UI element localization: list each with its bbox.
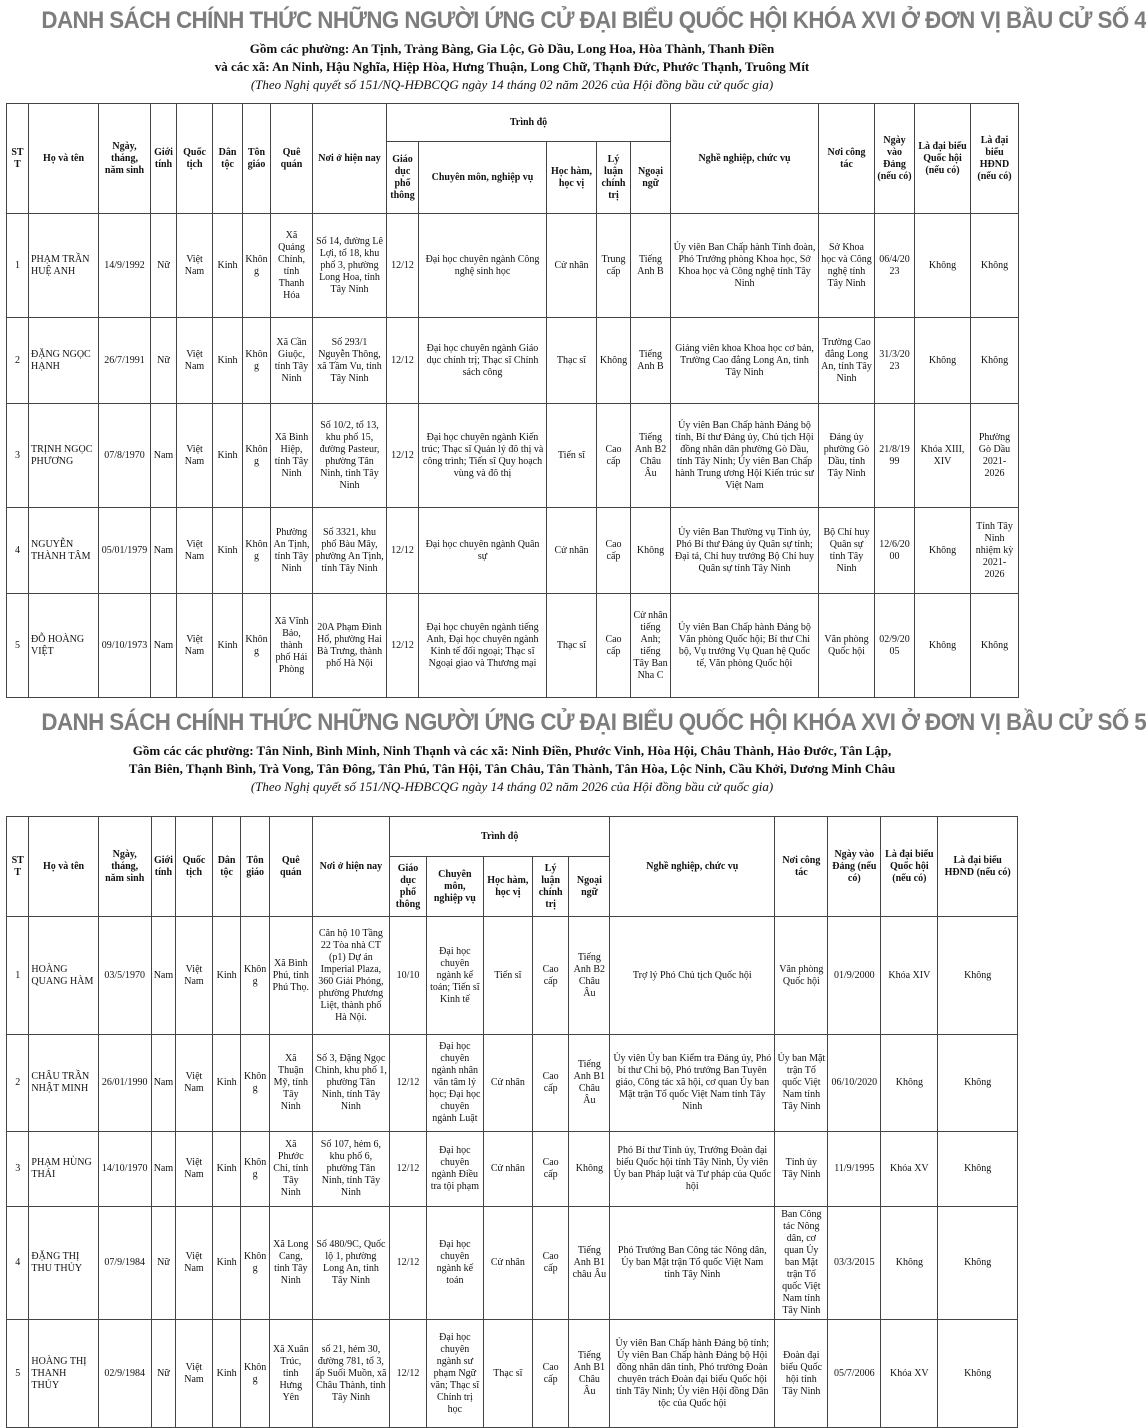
candidate-table-2 [6, 816, 1018, 1428]
table-cell: Phường An Tịnh, tỉnh Tây Ninh [271, 508, 313, 594]
table-cell: 11/9/1995 [828, 1132, 881, 1207]
table-cell: Ủy viên Ủy ban Kiểm tra Đảng ủy, Phó bí thư Chi bộ, Phó trưởng Ban Tuyên giáo, Công tác xã hội, cơ quan Ủy ban Mặt trận Tổ quốc Việt Nam tỉnh Tây Ninh [610, 1035, 775, 1132]
table-cell: số 21, hẻm 30, đường 781, tổ 3, ấp Suối Muồn, xã Châu Thành, tỉnh Tây Ninh [312, 1320, 389, 1428]
table-cell: Đảng ủy phường Gò Dầu, tỉnh Tây Ninh [819, 404, 875, 508]
table-row [7, 1320, 1018, 1428]
table-cell: Cao cấp [597, 594, 631, 698]
table-cell: 4 [7, 1207, 29, 1320]
table-cell: Không [971, 594, 1019, 698]
col-education-group: Trình độ [387, 104, 671, 142]
table-cell: Số 10/2, tổ 13, khu phố 15, đường Pasteur, phường Tân Ninh, tỉnh Tây Ninh [313, 404, 387, 508]
table-cell: Tiếng Anh B [631, 214, 671, 318]
col-specialization: Chuyên môn, nghiệp vụ [426, 857, 483, 917]
table-cell: Ban Công tác Nông dân, cơ quan Ủy ban Mặt trận Tổ quốc Việt Nam tỉnh Tây Ninh [775, 1207, 828, 1320]
table-cell: Đại học chuyên ngành tiếng Anh, Đại học chuyên ngành Kinh tế đối ngoại; Thạc sĩ Ngoại giao và Thương mại [419, 594, 547, 698]
table-cell: Không [938, 1132, 1018, 1207]
table-row [7, 318, 1019, 404]
table-cell: Đại học chuyên ngành nhân văn tâm lý học; Đại học chuyên ngành Luật [426, 1035, 483, 1132]
table-cell: Ủy viên Ban Chấp hành Tỉnh đoàn, Phó Trưởng phòng Khoa học, Sở Khoa học và Công nghệ tỉnh Tây Ninh [671, 214, 819, 318]
table-cell: 12/12 [387, 508, 419, 594]
col-na-delegate: Là đại biểu Quốc hội (nếu có) [881, 817, 938, 917]
table-cell: 14/9/1992 [99, 214, 151, 318]
table-cell: Không [241, 1132, 270, 1207]
col-party-date: Ngày vào Đảng (nếu có) [875, 104, 915, 214]
table-cell: Cử nhân [483, 1035, 532, 1132]
table-cell: Đại học chuyên ngành sư phạm Ngữ văn; Thạc sĩ Chính trị học [426, 1320, 483, 1428]
table-cell: 09/10/1973 [99, 594, 151, 698]
section-2-note: (Theo Nghị quyết số 151/NQ-HĐBCQG ngày 14 tháng 02 năm 2026 của Hội đồng bầu cử quốc gia) [250, 779, 774, 794]
table-cell: Phường Gò Dầu 2021-2026 [971, 404, 1019, 508]
table-cell: 26/7/1991 [99, 318, 151, 404]
table-row [7, 404, 1019, 508]
table-cell: Ủy ban Mặt trận Tổ quốc Việt Nam tỉnh Tây Ninh [775, 1035, 828, 1132]
table-row [7, 917, 1018, 1035]
section-2-title: DANH SÁCH CHÍNH THỨC NHỮNG NGƯỜI ỨNG CỬ ĐẠI BIỂU QUỐC HỘI KHÓA XVI Ở ĐƠN VỊ BẦU CỬ SỐ 5 [41, 709, 1146, 736]
table-cell: ĐẶNG THỊ THU THỦY [29, 1207, 98, 1320]
col-academic-degree: Học hàm, học vị [483, 857, 532, 917]
table-cell: Việt Nam [177, 404, 213, 508]
table-cell: Văn phòng Quốc hội [819, 594, 875, 698]
col-occupation: Nghề nghiệp, chức vụ [610, 817, 775, 917]
table-row [7, 1132, 1018, 1207]
table-cell: Đại học chuyên ngành Kiến trúc; Thạc sĩ Quản lý đô thị và công trình; Tiến sĩ Quy hoạch vùng và đô thị [419, 404, 547, 508]
table-cell: 02/9/2005 [875, 594, 915, 698]
col-dob: Ngày, tháng, năm sinh [99, 104, 151, 214]
table-cell: HOÀNG QUANG HÀM [29, 917, 98, 1035]
table-cell: Không [241, 1035, 270, 1132]
table-cell: ĐẶNG NGỌC HẠNH [29, 318, 99, 404]
table-cell: Văn phòng Quốc hội [775, 917, 828, 1035]
table-cell: Tiếng Anh B1 Châu Âu [569, 1035, 610, 1132]
table-cell: Không [938, 917, 1018, 1035]
table-cell: Việt Nam [177, 318, 213, 404]
table-cell: Cao cấp [597, 508, 631, 594]
table-cell: Không [938, 1320, 1018, 1428]
table-cell: Nam [151, 1132, 175, 1207]
table-cell: 05/7/2006 [828, 1320, 881, 1428]
table-cell: Không [881, 1207, 938, 1320]
table-cell: Ủy viên Ban Chấp hành Đảng bộ Văn phòng Quốc hội; Bí thư Chi bộ, Vụ trưởng Vụ Quan hệ Quốc tế, Văn phòng Quốc hội [671, 594, 819, 698]
table-cell: Nữ [151, 1207, 175, 1320]
table-cell: Đại học chuyên ngành Công nghệ sinh học [419, 214, 547, 318]
table-cell: Nữ [151, 1320, 175, 1428]
table-cell: Cao cấp [532, 1207, 569, 1320]
table-cell: NGUYỄN THÀNH TÂM [29, 508, 99, 594]
table-cell: Nam [151, 404, 177, 508]
section-1-title: DANH SÁCH CHÍNH THỨC NHỮNG NGƯỜI ỨNG CỬ ĐẠI BIỂU QUỐC HỘI KHÓA XVI Ở ĐƠN VỊ BẦU CỬ SỐ 4 [41, 7, 1146, 34]
col-residence: Nơi ở hiện nay [313, 104, 387, 214]
table-cell: 05/01/1979 [99, 508, 151, 594]
col-workplace: Nơi công tác [775, 817, 828, 917]
table-cell: 14/10/1970 [98, 1132, 151, 1207]
table-cell: Sở Khoa học và Công nghệ tỉnh Tây Ninh [819, 214, 875, 318]
section-2-subtitle-1: Gồm các các phường: Tân Ninh, Bình Minh, Ninh Thạnh và các xã: Ninh Điền, Phước Vinh, Hòa Hội, Châu Thành, Hảo Đước, Tân Lập, [132, 743, 892, 758]
table-cell: Không [243, 404, 271, 508]
table-cell: Không [241, 1320, 270, 1428]
table-cell: Không [938, 1035, 1018, 1132]
col-gender: Giới tính [151, 104, 177, 214]
col-name: Họ và tên [29, 104, 99, 214]
table-cell: Trung cấp [597, 214, 631, 318]
table-cell: Không [971, 318, 1019, 404]
table-cell: Không [631, 508, 671, 594]
table-cell: Cử nhân [547, 508, 597, 594]
table-cell: 12/12 [390, 1132, 427, 1207]
table-cell: Tiếng Anh B2 Châu Âu [631, 404, 671, 508]
table-cell: Kinh [213, 508, 243, 594]
table-cell: Kinh [213, 594, 243, 698]
table-row [7, 594, 1019, 698]
table-cell: Không [241, 1207, 270, 1320]
col-religion: Tôn giáo [243, 104, 271, 214]
table-cell: 07/9/1984 [98, 1207, 151, 1320]
candidate-table-1 [6, 103, 1019, 698]
table-cell: Khóa XIV [881, 917, 938, 1035]
table-cell: 12/12 [390, 1320, 427, 1428]
table-cell: Số 107, hẻm 6, khu phố 6, phường Tân Ninh, tỉnh Tây Ninh [312, 1132, 389, 1207]
col-political-theory: Lý luận chính trị [532, 857, 569, 917]
table-cell: Số 293/1 Nguyễn Thông, xã Tầm Vu, tỉnh Tây Ninh [313, 318, 387, 404]
table-cell: 03/5/1970 [98, 917, 151, 1035]
table-cell: Không [569, 1132, 610, 1207]
table-cell: Không [915, 214, 971, 318]
table-cell: 12/12 [390, 1207, 427, 1320]
table-cell: Không [243, 214, 271, 318]
table-cell: HOÀNG THỊ THANH THỦY [29, 1320, 98, 1428]
table-cell: 10/10 [390, 917, 427, 1035]
table-row [7, 508, 1019, 594]
table-cell: Kinh [213, 404, 243, 508]
table-cell: Nam [151, 594, 177, 698]
table-cell: Xã Quảng Chính, tỉnh Thanh Hóa [271, 214, 313, 318]
table-cell: Xã Long Cang, tỉnh Tây Ninh [269, 1207, 312, 1320]
table-cell: Thạc sĩ [547, 318, 597, 404]
table-cell: 5 [7, 1320, 29, 1428]
table-cell: Không [971, 214, 1019, 318]
table-cell: Cao cấp [532, 1320, 569, 1428]
table-cell: Xã Thuận Mỹ, tỉnh Tây Ninh [269, 1035, 312, 1132]
table-cell: Cử nhân tiếng Anh; tiếng Tây Ban Nha C [631, 594, 671, 698]
table-cell: Việt Nam [176, 1207, 213, 1320]
section-1-subtitle-1: Gồm các phường: An Tịnh, Trảng Bàng, Gia Lộc, Gò Dầu, Long Hoa, Hòa Thành, Thanh Điền [249, 41, 775, 56]
table-cell: Không [915, 594, 971, 698]
section-2 [6, 704, 1146, 1415]
table-cell: Kinh [212, 1035, 241, 1132]
table-cell: Kinh [213, 214, 243, 318]
table-cell: Phó Trưởng Ban Công tác Nông dân, Ủy ban Mặt trận Tổ quốc Việt Nam tỉnh Tây Ninh [610, 1207, 775, 1320]
table-cell: Việt Nam [176, 917, 213, 1035]
table-cell: Không [938, 1207, 1018, 1320]
table-cell: Tiến sĩ [547, 404, 597, 508]
table-cell: Số 480/9C, Quốc lộ 1, phường Long An, tỉnh Tây Ninh [312, 1207, 389, 1320]
col-residence: Nơi ở hiện nay [312, 817, 389, 917]
table-cell: 20A Phạm Đình Hổ, phường Hai Bà Trưng, thành phố Hà Nội [313, 594, 387, 698]
table-cell: Cao cấp [532, 1035, 569, 1132]
table-cell: 31/3/2023 [875, 318, 915, 404]
table-cell: Kinh [212, 1320, 241, 1428]
table-cell: Cử nhân [547, 214, 597, 318]
table-cell: 06/10/2020 [828, 1035, 881, 1132]
table-cell: Phó Bí thư Tỉnh ủy, Trưởng Đoàn đại biểu Quốc hội tỉnh Tây Ninh, Ủy viên Ủy ban Pháp luật và Tư pháp của Quốc hội [610, 1132, 775, 1207]
table-cell: 07/8/1970 [99, 404, 151, 508]
col-general-education: Giáo dục phổ thông [390, 857, 427, 917]
col-foreign-language: Ngoại ngữ [569, 857, 610, 917]
table-cell: 12/6/2000 [875, 508, 915, 594]
table-cell: Khóa XV [881, 1132, 938, 1207]
col-hometown: Quê quán [271, 104, 313, 214]
col-nationality: Quốc tịch [177, 104, 213, 214]
table-cell: 26/01/1990 [98, 1035, 151, 1132]
table-cell: Tỉnh Tây Ninh nhiệm kỳ 2021-2026 [971, 508, 1019, 594]
table-cell: Tiến sĩ [483, 917, 532, 1035]
table-cell: Số 3, Đặng Ngọc Chinh, khu phố 1, phường Tân Ninh, tỉnh Tây Ninh [312, 1035, 389, 1132]
table-cell: Việt Nam [176, 1320, 213, 1428]
table-row [7, 214, 1019, 318]
col-name: Họ và tên [29, 817, 98, 917]
col-dob: Ngày, tháng, năm sinh [98, 817, 151, 917]
table-cell: Nữ [151, 318, 177, 404]
table-cell: Cử nhân [483, 1132, 532, 1207]
col-political-theory: Lý luận chính trị [597, 142, 631, 214]
table-row [7, 1207, 1018, 1320]
table-cell: 12/12 [387, 404, 419, 508]
table-cell: Số 3321, khu phố Bàu Mây, phường An Tịnh, tỉnh Tây Ninh [313, 508, 387, 594]
table-cell: Không [597, 318, 631, 404]
col-ethnicity: Dân tộc [213, 104, 243, 214]
table-cell: Ủy viên Ban Chấp hành Đảng bộ tỉnh; Ủy viên Ban Chấp hành Đảng bộ Hội đồng nhân dân tỉnh, Phó trưởng Đoàn chuyên trách Đoàn đại biểu Quốc hội tỉnh Tây Ninh; Ủy viên Hội đồng Dân tộc của Quốc hội [610, 1320, 775, 1428]
table-cell: PHẠM HÙNG THÁI [29, 1132, 98, 1207]
col-occupation: Nghề nghiệp, chức vụ [671, 104, 819, 214]
table-cell: Kinh [212, 917, 241, 1035]
table-cell: Việt Nam [176, 1035, 213, 1132]
section-2-subtitle-2: Tân Biên, Thạnh Bình, Trà Vong, Tân Đông, Tân Phú, Tân Hội, Tân Châu, Tân Thành, Tân Hòa, Lộc Ninh, Cầu Khởi, Dương Minh Châu [128, 761, 896, 776]
table-cell: Đại học chuyên ngành Điều tra tội phạm [426, 1132, 483, 1207]
table-cell: 01/9/2000 [828, 917, 881, 1035]
table-cell: Thạc sĩ [483, 1320, 532, 1428]
col-hometown: Quê quán [269, 817, 312, 917]
table-cell: 02/9/1984 [98, 1320, 151, 1428]
table-cell: Đoàn đại biểu Quốc hội tỉnh Tây Ninh [775, 1320, 828, 1428]
table-cell: PHẠM TRẦN HUỆ ANH [29, 214, 99, 318]
table-cell: Ủy viên Ban Thường vụ Tỉnh ủy, Phó Bí thư Đảng ủy Quân sự tỉnh; Đại tá, Chỉ huy trưởng Bộ Chỉ huy Quân sự tỉnh Tây Ninh [671, 508, 819, 594]
table-cell: Không [243, 318, 271, 404]
table-cell: Cử nhân [483, 1207, 532, 1320]
table-cell: ĐỖ HOÀNG VIỆT [29, 594, 99, 698]
table-cell: Căn hộ 10 Tầng 22 Tòa nhà CT (p1) Dự án Imperial Plaza, 360 Giải Phóng, phường Phương Liệt, thành phố Hà Nội. [312, 917, 389, 1035]
table-cell: Bộ Chỉ huy Quân sự tỉnh Tây Ninh [819, 508, 875, 594]
table-cell: Nữ [151, 214, 177, 318]
table-cell: 2 [7, 318, 29, 404]
table-cell: Đại học chuyên ngành Quân sự [419, 508, 547, 594]
table-cell: Không [915, 508, 971, 594]
table-cell: Không [881, 1035, 938, 1132]
table-cell: Tỉnh ủy Tây Ninh [775, 1132, 828, 1207]
table-cell: Nam [151, 1035, 175, 1132]
col-academic-degree: Học hàm, học vị [547, 142, 597, 214]
table-cell: Kinh [212, 1207, 241, 1320]
table-cell: Xã Xuân Trúc, tỉnh Hưng Yên [269, 1320, 312, 1428]
table-cell: Ủy viên Ban Chấp hành Đảng bộ tỉnh, Bí thư Đảng ủy, Chủ tịch Hội đồng nhân dân phường Gò Dầu, tỉnh Tây Ninh; Ủy viên Ban Chấp hành Trung ương Hội Kiến trúc sư Việt Nam [671, 404, 819, 508]
table-cell: Đại học chuyên ngành Giáo dục chính trị; Thạc sĩ Chính sách công [419, 318, 547, 404]
table-cell: Việt Nam [177, 214, 213, 318]
table-body [7, 917, 1018, 1428]
col-workplace: Nơi công tác [819, 104, 875, 214]
table-header [7, 817, 1018, 917]
table-cell: Không [243, 508, 271, 594]
table-cell: Giảng viên khoa Khoa học cơ bản, Trường Cao đẳng Long An, tỉnh Tây Ninh [671, 318, 819, 404]
table-row [7, 1035, 1018, 1132]
table-cell: 12/12 [387, 594, 419, 698]
table-cell: Trường Cao đẳng Long An, tỉnh Tây Ninh [819, 318, 875, 404]
table-cell: TRỊNH NGỌC PHƯƠNG [29, 404, 99, 508]
col-religion: Tôn giáo [241, 817, 270, 917]
table-body [7, 214, 1019, 698]
table-cell: Khóa XIII, XIV [915, 404, 971, 508]
col-na-delegate: Là đại biểu Quốc hội (nếu có) [915, 104, 971, 214]
table-cell: Xã Vĩnh Bảo, thành phố Hải Phòng [271, 594, 313, 698]
col-education-group: Trình độ [390, 817, 610, 857]
table-cell: Xã Cần Giuộc, tỉnh Tây Ninh [271, 318, 313, 404]
table-cell: Việt Nam [177, 594, 213, 698]
table-cell: 06/4/2023 [875, 214, 915, 318]
section-1 [6, 2, 1146, 681]
table-cell: 12/12 [390, 1035, 427, 1132]
table-cell: Việt Nam [176, 1132, 213, 1207]
table-cell: Cao cấp [532, 917, 569, 1035]
table-header [7, 104, 1019, 214]
table-cell: Thạc sĩ [547, 594, 597, 698]
table-cell: Không [243, 594, 271, 698]
table-cell: 3 [7, 404, 29, 508]
table-cell: Tiếng Anh B [631, 318, 671, 404]
table-cell: Việt Nam [177, 508, 213, 594]
col-foreign-language: Ngoại ngữ [631, 142, 671, 214]
section-1-subtitle-2: và các xã: An Ninh, Hậu Nghĩa, Hiệp Hòa, Hưng Thuận, Long Chữ, Thạnh Đức, Phước Thạnh, Truông Mít [214, 59, 810, 74]
col-council-delegate: Là đại biểu HĐND (nếu có) [938, 817, 1018, 917]
table-cell: Cao cấp [532, 1132, 569, 1207]
col-stt: STT [7, 817, 29, 917]
table-cell: 21/8/1999 [875, 404, 915, 508]
col-general-education: Giáo dục phổ thông [387, 142, 419, 214]
table-cell: Nam [151, 508, 177, 594]
col-ethnicity: Dân tộc [212, 817, 241, 917]
table-cell: Đại học chuyên ngành kế toán; Tiến sĩ Kinh tế [426, 917, 483, 1035]
table-cell: Nam [151, 917, 175, 1035]
table-cell: Số 14, đường Lê Lợi, tổ 18, khu phố 3, phường Long Hoa, tỉnh Tây Ninh [313, 214, 387, 318]
table-cell: Trợ lý Phó Chủ tịch Quốc hội [610, 917, 775, 1035]
table-cell: Xã Bình Phú, tỉnh Phú Thọ. [269, 917, 312, 1035]
col-nationality: Quốc tịch [176, 817, 213, 917]
table-cell: Cao cấp [597, 404, 631, 508]
table-cell: Xã Bình Hiệp, tỉnh Tây Ninh [271, 404, 313, 508]
table-cell: 4 [7, 508, 29, 594]
table-cell: 5 [7, 594, 29, 698]
table-cell: 03/3/2015 [828, 1207, 881, 1320]
col-stt: STT [7, 104, 29, 214]
table-cell: Tiếng Anh B1 Châu Âu [569, 1320, 610, 1428]
table-cell: 12/12 [387, 318, 419, 404]
table-cell: Khóa XV [881, 1320, 938, 1428]
col-council-delegate: Là đại biểu HĐND (nếu có) [971, 104, 1019, 214]
table-cell: CHÂU TRẦN NHẬT MINH [29, 1035, 98, 1132]
col-gender: Giới tính [151, 817, 175, 917]
col-specialization: Chuyên môn, nghiệp vụ [419, 142, 547, 214]
table-cell: 1 [7, 214, 29, 318]
table-cell: 3 [7, 1132, 29, 1207]
table-cell: Xã Phước Chỉ, tỉnh Tây Ninh [269, 1132, 312, 1207]
table-cell: Kinh [213, 318, 243, 404]
table-cell: 2 [7, 1035, 29, 1132]
section-1-note: (Theo Nghị quyết số 151/NQ-HĐBCQG ngày 14 tháng 02 năm 2026 của Hội đồng bầu cử quốc gia) [250, 77, 774, 92]
table-cell: Tiếng Anh B1 châu Âu [569, 1207, 610, 1320]
table-cell: Tiếng Anh B2 Châu Âu [569, 917, 610, 1035]
table-cell: 1 [7, 917, 29, 1035]
table-cell: Không [915, 318, 971, 404]
col-party-date: Ngày vào Đảng (nếu có) [828, 817, 881, 917]
table-cell: Không [241, 917, 270, 1035]
table-cell: Đại học chuyên ngành kế toán [426, 1207, 483, 1320]
table-cell: 12/12 [387, 214, 419, 318]
table-cell: Kinh [212, 1132, 241, 1207]
